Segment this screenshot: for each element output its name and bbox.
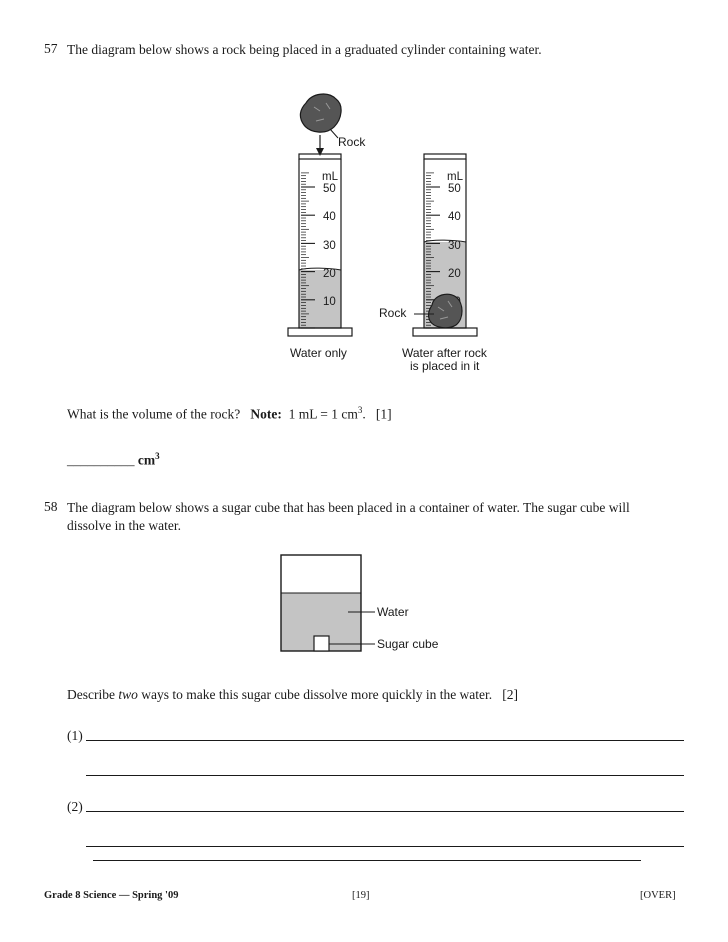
tick-40-right: 40 <box>448 211 461 223</box>
graduated-cylinder-diagram <box>270 85 530 385</box>
question-58-number: 58 <box>44 499 58 514</box>
rock-falling-icon <box>300 94 341 132</box>
question-58-prompt-line2: dissolve in the water. <box>67 518 181 533</box>
answer-1-line-1[interactable] <box>86 740 684 741</box>
sugar-cube-diagram <box>278 552 468 662</box>
down-arrow-icon <box>316 148 324 156</box>
describe-pre: Describe <box>67 687 119 702</box>
unit-label-left: mL <box>322 171 338 183</box>
tick-10-left: 10 <box>323 296 336 308</box>
cylinder-water-with-rock <box>413 154 477 336</box>
caption-after-rock-line1: Water after rock <box>402 346 487 360</box>
caption-water-only: Water only <box>290 346 347 360</box>
unit-label-right: mL <box>447 171 463 183</box>
question-57-question <box>67 402 392 423</box>
note-sup: 3 <box>357 405 363 415</box>
question-57-number: 57 <box>44 41 58 56</box>
answer-unit-sup: 3 <box>155 451 160 461</box>
answer-1-label: (1) <box>67 728 83 743</box>
tick-50-left: 50 <box>323 183 336 195</box>
rock-label-side: Rock <box>379 306 407 320</box>
cylinder-water-only <box>288 154 352 336</box>
caption-after-rock-line2: is placed in it <box>410 359 480 373</box>
rock-label-top: Rock <box>338 135 366 149</box>
tick-30-left: 30 <box>323 240 336 252</box>
footer-left: Grade 8 Science — Spring '09 <box>44 890 179 901</box>
tick-50-right: 50 <box>448 183 461 195</box>
note-end: . <box>362 406 366 422</box>
tick-30-right: 30 <box>448 240 461 252</box>
answer-unit: cm <box>137 452 156 468</box>
question-57-text: What is the volume of the rock? <box>67 406 241 422</box>
question-58-points: [2] <box>502 687 519 702</box>
footer-right: [OVER] <box>640 890 676 901</box>
page-number: [19] <box>352 890 370 901</box>
describe-emphasis: two <box>118 687 138 702</box>
question-57-points: [1] <box>375 406 392 422</box>
question-57-prompt: The diagram below shows a rock being placed in a graduated cylinder containing water. <box>67 42 542 57</box>
tick-20-left: 20 <box>323 268 336 280</box>
page-rule <box>93 860 641 861</box>
answer-blank-57[interactable]: __________ <box>67 452 135 468</box>
sugar-cube-label: Sugar cube <box>377 637 439 651</box>
water-label: Water <box>377 605 409 619</box>
note-label: Note: <box>250 406 282 422</box>
question-57-answer <box>67 448 160 469</box>
question-58-prompt-line1: The diagram below shows a sugar cube that has been placed in a container of water. The sugar cube will <box>67 500 630 515</box>
describe-post: ways to make this sugar cube dissolve more quickly in the water. <box>137 687 493 702</box>
answer-2-label: (2) <box>67 799 83 814</box>
answer-1-line-2[interactable] <box>86 775 684 776</box>
question-58-describe <box>67 686 518 703</box>
note-text: 1 mL = 1 cm <box>288 406 358 422</box>
answer-2-line-2[interactable] <box>86 846 684 847</box>
tick-20-right: 20 <box>448 268 461 280</box>
tick-40-left: 40 <box>323 211 336 223</box>
answer-2-line-1[interactable] <box>86 811 684 812</box>
sugar-cube <box>314 636 329 651</box>
